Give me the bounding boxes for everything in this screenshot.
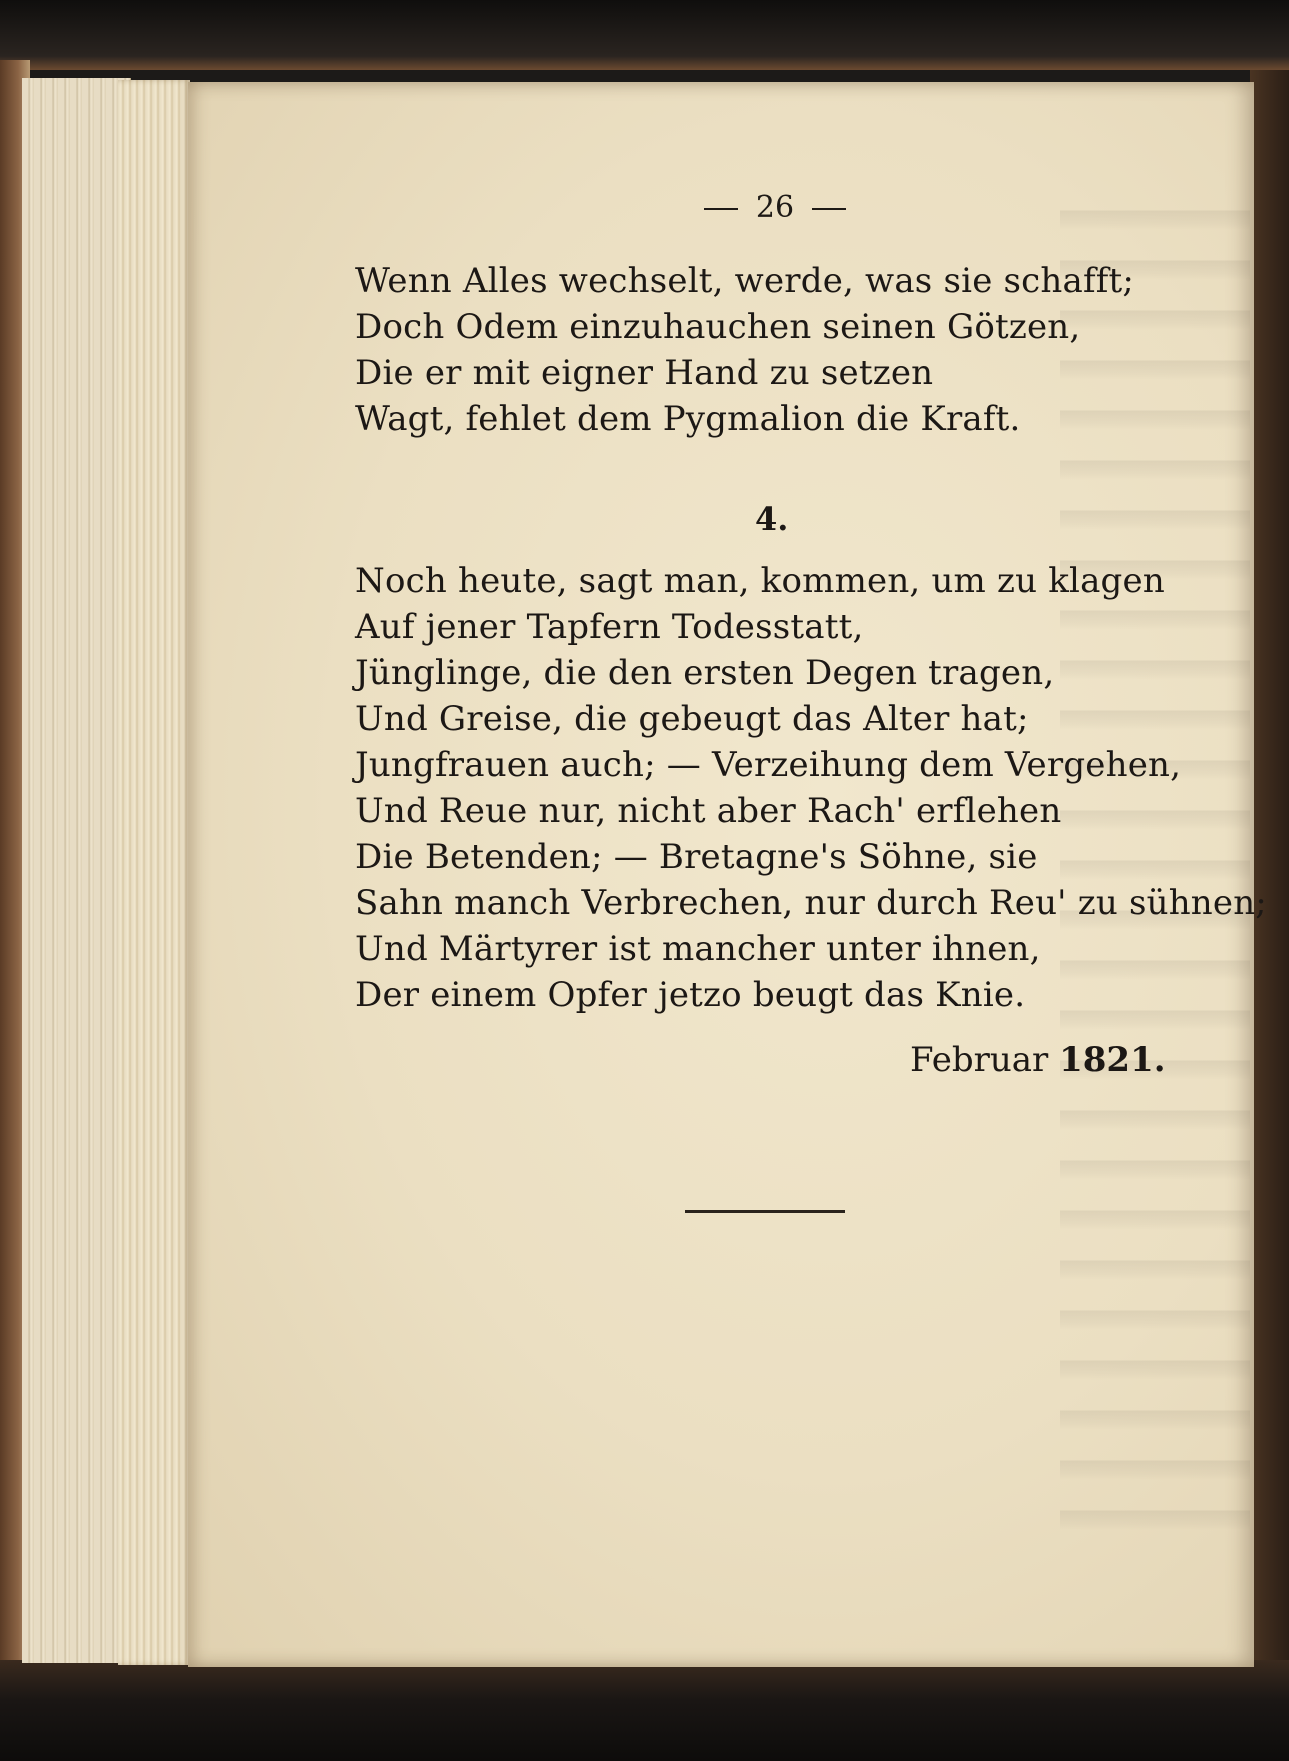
verse-line: Die Betenden; — Bretagne's Söhne, sie: [355, 837, 1038, 877]
verse-line: Doch Odem einzuhauchen seinen Götzen,: [355, 307, 1081, 347]
header-dash-left: [704, 208, 738, 210]
section-divider-rule: [685, 1210, 845, 1213]
verse-line: Und Märtyrer ist mancher unter ihnen,: [355, 929, 1041, 969]
verse-line: Auf jener Tapfern Todesstatt,: [355, 607, 864, 647]
verse-line: Wenn Alles wechselt, werde, was sie schafft;: [355, 261, 1135, 301]
verse-line: Jünglinge, die den ersten Degen tragen,: [355, 653, 1055, 693]
page-number: 26: [755, 190, 795, 225]
verse-line: Jungfrauen auch; — Verzeihung dem Vergehen,: [355, 745, 1182, 785]
date-month: Februar: [910, 1040, 1049, 1080]
verse-line: Und Greise, die gebeugt das Alter hat;: [355, 699, 1029, 739]
stanza-continuation: [355, 258, 1134, 442]
page-stack-edge: [118, 80, 190, 1665]
verse-line: Der einem Opfer jetzo beugt das Knie.: [355, 975, 1026, 1015]
page-header: [650, 190, 900, 225]
previous-pages-edge: [22, 78, 131, 1663]
verse-line: Die er mit eigner Hand zu setzen: [355, 353, 934, 393]
book-cover-bottom: [0, 1660, 1289, 1761]
verse-line: Wagt, fehlet dem Pygmalion die Kraft.: [355, 399, 1021, 439]
header-dash-right: [812, 208, 846, 210]
date-line: [910, 1040, 1166, 1080]
verse-line: Sahn manch Verbrechen, nur durch Reu' zu sühnen;: [355, 883, 1267, 923]
stanza-number: 4.: [755, 500, 789, 538]
book-cover-top: [0, 0, 1289, 70]
verse-line: Noch heute, sagt man, kommen, um zu klagen: [355, 561, 1165, 601]
stanza-4: [355, 558, 1267, 1018]
date-year: 1821.: [1059, 1040, 1166, 1080]
verse-line: Und Reue nur, nicht aber Rach' erflehen: [355, 791, 1062, 831]
